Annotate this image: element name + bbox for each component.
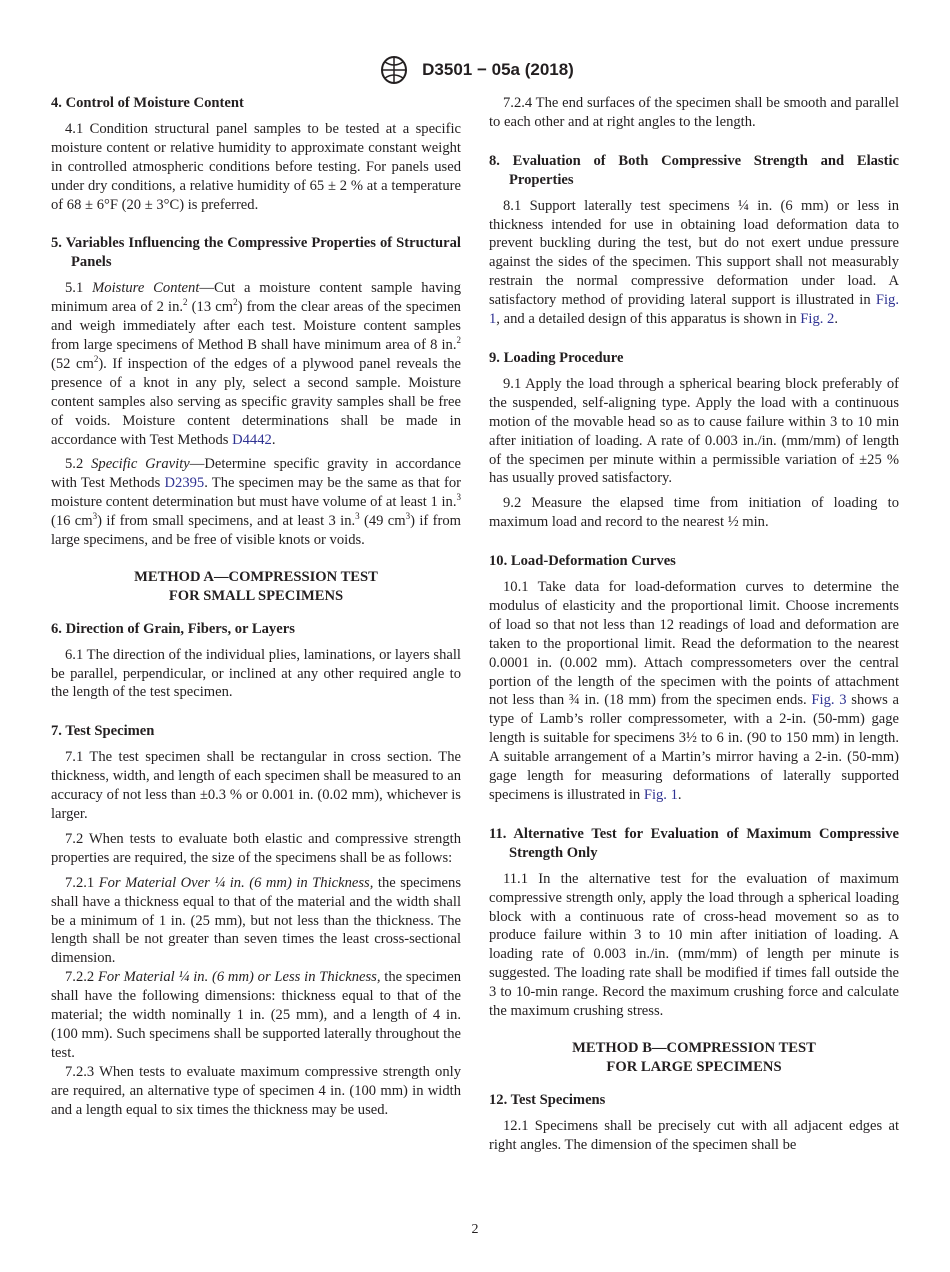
link-fig-2[interactable]: Fig. 2 <box>800 311 835 328</box>
section-11-heading: 11. Alternative Test for Evaluation of Maximum Compressive Strength Only <box>489 825 899 861</box>
paragraph-4-1: 4.1 Condition structural panel samples to be tested at a specific moisture content or relative humidity to approximate constant weight in controlled atmospheric conditions before testing. For panels used under dry conditions, a relative humidity of 65 ± 2 % at a temperature of 68 ± 6°F (20 ± 3°C) is preferred. <box>51 120 461 213</box>
section-10-heading: 10. Load-Deformation Curves <box>489 553 676 570</box>
method-b-heading: METHOD B—COMPRESSION TEST FOR LARGE SPECIMENS <box>572 1039 816 1075</box>
paragraph-6-1: 6.1 The direction of the individual plies, laminations, or layers shall be parallel, perpendicular, or inclined at any other required angle to the length of the test specimen. <box>51 646 461 701</box>
section-12-heading: 12. Test Specimens <box>489 1091 606 1108</box>
link-fig-1[interactable]: Fig. 1 <box>489 292 899 328</box>
paragraph-7-1: 7.1 The test specimen shall be rectangular in cross section. The thickness, width, and length of each specimen shall be measured to an accuracy of not less than ±0.3 % or 0.001 in. (0.02 mm), whichever is larger. <box>51 749 461 822</box>
document-designation: D3501 − 05a (2018) <box>422 60 574 79</box>
paragraph-9-2: 9.2 Measure the elapsed time from initiation of loading to maximum load and record to the nearest ½ min. <box>489 495 899 531</box>
page-header <box>0 55 950 85</box>
right-column <box>489 94 899 1161</box>
link-fig-1-second[interactable]: Fig. 1 <box>643 787 678 803</box>
astm-logo-icon <box>376 55 412 85</box>
paragraph-5-1: 5.1 Moisture Content—Cut a moisture content sample having minimum area of 2 in.$^2$ (13 $cm^2$) from the clear areas of the specimen and weigh immediately after each test. Moisture content samples from large specimens of Method B shall have minimum area of 8 in.$^2$ (52 $cm^2$). If inspection of the edges of a plywood panel reveals the presence of a knot in any ply, select a second sample. Moisture content samples also serving as specific gravity samples shall be free of voids. Moisture content determinations shall be made in accordance with Test Methods D4442. <box>51 280 462 448</box>
section-4-heading: 4. Control of Moisture Content <box>51 95 244 111</box>
paragraph-5-2: 5.2 Specific Gravity—Determine specific gravity in accordance with Test Methods D2395. The specimen may be the same as that for moisture content determination but must have volume of at least 1 in.$^3$ (16 $cm^3$) if from small specimens, and at least 3 in.$^3$ (49 $cm^3$) if from large specimens, and be free of visible knots or voids. <box>51 456 462 549</box>
section-5-heading: 5. Variables Influencing the Compressive Properties of Structural Panels <box>51 235 461 271</box>
paragraph-11-1: 11.1 In the alternative test for the evaluation of maximum compressive strength only, apply the load through a spherical loading block with a continuous rate of cross-head movement so as to produce failure within 3 to 10 min after initiation of loading. A loading rate of 0.003 in./in. (mm/mm) of length per minute is suggested. The loading rate shall be modified if times fall outside the 3 to 10-min range. Record the maximum crushing force and calculate the maximum crushing stress. <box>489 870 899 1020</box>
page-number: 2 <box>471 1222 479 1237</box>
left-column <box>51 94 461 1126</box>
paragraph-7-2-2: 7.2.2 For Material ¼ in. (6 mm) or Less in Thickness, the specimen shall have the following dimensions: thickness equal to that of the material; the width nominally 1 in. (25 mm), and a length of 4 in. (100 mm). Such specimens shall be supported laterally throughout the test. <box>51 969 461 1061</box>
paragraph-8-1: 8.1 Support laterally test specimens ¼ in. (6 mm) or less in thickness intended for use in obtaining load deformation data to prevent buckling during the test, but do not exert undue pressure against the sides of the specimen. This support shall not measurably restrain the normal compressive deformation under load. A satisfactory method of providing lateral support is illustrated in Fig. 1, and a detailed design of this apparatus is shown in Fig. 2. <box>489 197 899 328</box>
section-9-heading: 9. Loading Procedure <box>489 349 624 366</box>
paragraph-7-2-4: 7.2.4 The end surfaces of the specimen shall be smooth and parallel to each other and at right angles to the length. <box>489 95 899 130</box>
link-d2395[interactable]: D2395 <box>164 475 205 492</box>
section-7-heading: 7. Test Specimen <box>51 723 155 740</box>
link-d4442[interactable]: D4442 <box>232 431 272 448</box>
method-a-heading: METHOD A—COMPRESSION TEST FOR SMALL SPECIMENS <box>134 568 378 604</box>
section-6-heading: 6. Direction of Grain, Fibers, or Layers <box>51 620 295 637</box>
paragraph-12-1: 12.1 Specimens shall be precisely cut with all adjacent edges at right angles. The dimension of the specimen shall be <box>489 1117 899 1153</box>
paragraph-9-1: 9.1 Apply the load through a spherical bearing block preferably of the suspended, self-aligning type. Apply the load with a continuous motion of the movable head so as to cause failure within 3 to 10 min after initiation of loading. A rate of 0.003 in./in. (mm/mm) of length of the specimen per minute within a permissible variation of ±25 % has usually proved satisfactory. <box>489 375 899 487</box>
section-8-heading: 8. Evaluation of Both Compressive Strength and Elastic Properties <box>489 152 899 188</box>
paragraph-7-2-1: 7.2.1 For Material Over ¼ in. (6 mm) in Thickness, the specimens shall have a thickness equal to that of the material and the width shall be a minimum of 1 in. (25 mm), but not less than the thickness. The length shall be not greater than seven times the least cross-sectional dimension. <box>51 874 462 967</box>
paragraph-7-2: 7.2 When tests to evaluate both elastic and compressive strength properties are required, the size of the specimens shall be as follows: <box>51 830 461 866</box>
link-fig-3[interactable]: Fig. 3 <box>811 692 847 709</box>
paragraph-10-1: 10.1 Take data for load-deformation curves to determine the modulus of elasticity and the proportional limit. Choose increments of load so that not less than 12 readings of load and deformation are taken to the proportional limit. Read the deformation to the nearest 0.0001 in. (0.002 mm). Attach compressometers over the central portion of the length of the specimen with the points of attachment not less than ¾ in. (18 mm) from the specimen ends. Fig. 3 shows a type of Lamb’s roller compressometer, with a 2-in. (50-mm) gage length is suitable for specimens 3½ to 6 in. (90 to 150 mm) in length. A suitable arrangement of a Martin’s mirror having a 2-in. (50-mm) gage length for measuring deformations of laterally supported specimens is illustrated in Fig. 1. <box>489 579 899 803</box>
paragraph-7-2-3: 7.2.3 When tests to evaluate maximum compressive strength only are required, an alternative type of specimen 4 in. (100 mm) in width and a length equal to six times the thickness may be used. <box>51 1063 461 1118</box>
